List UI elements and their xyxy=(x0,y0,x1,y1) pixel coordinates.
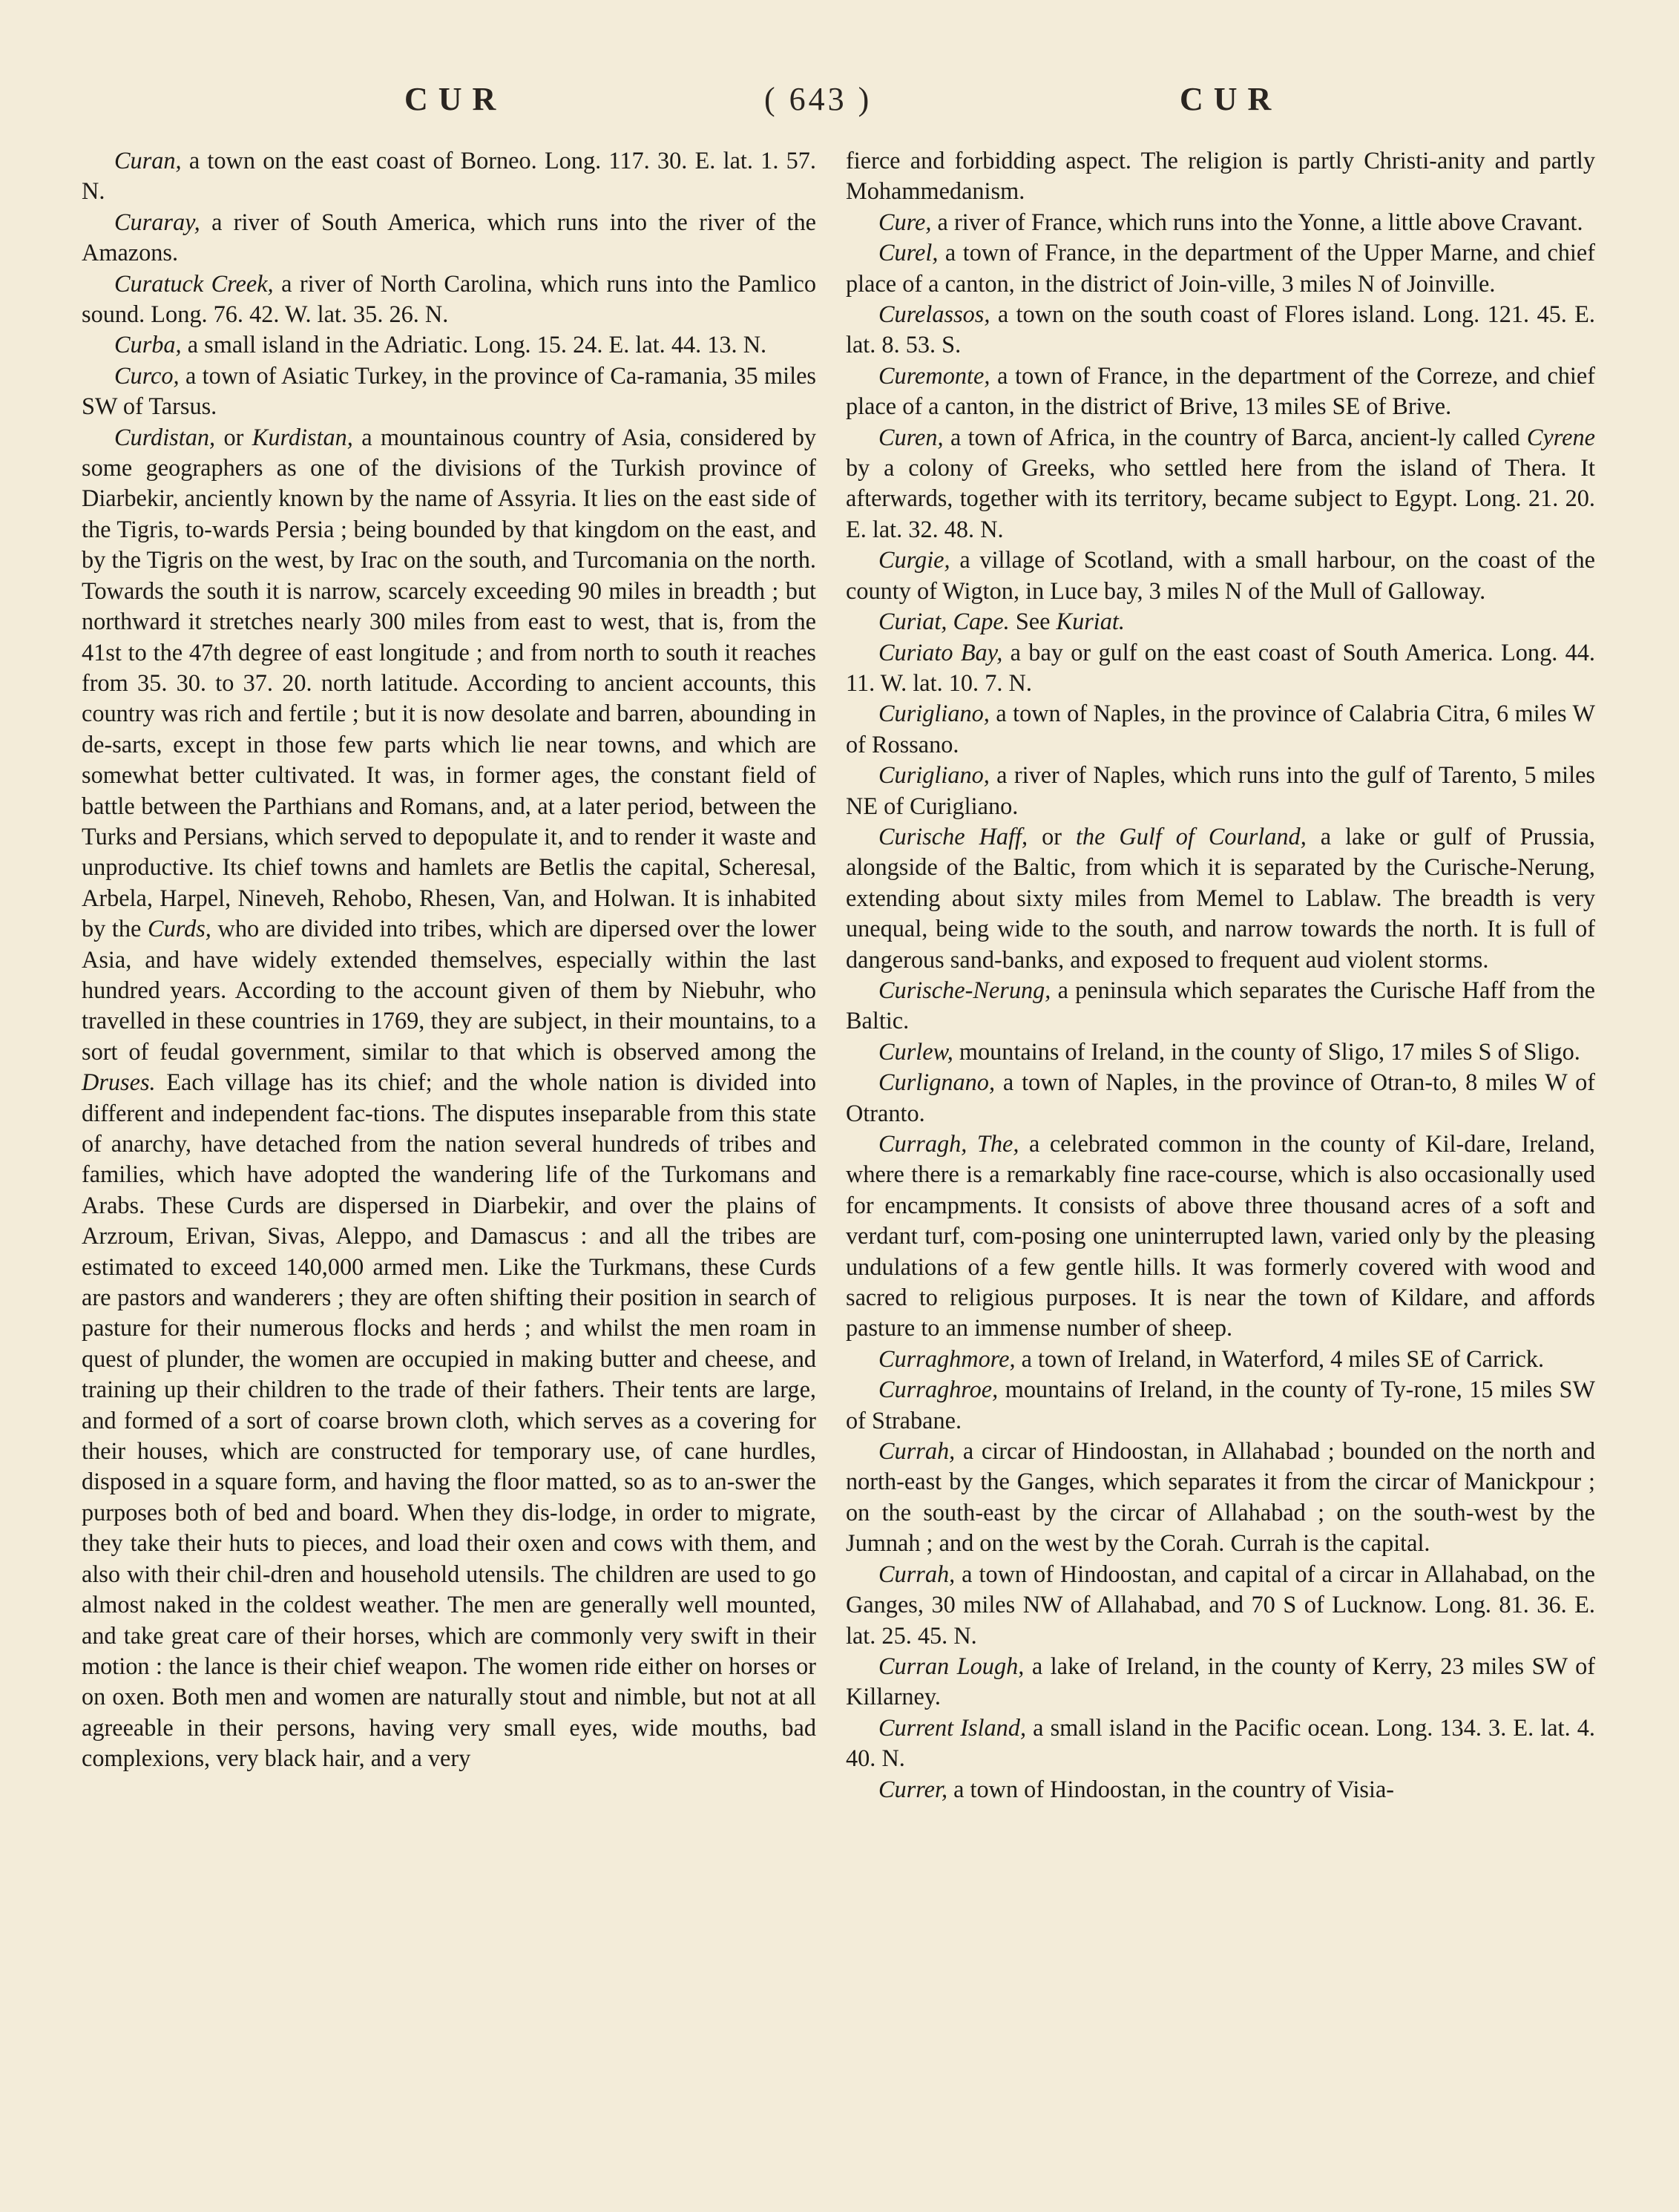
entry-headword: Curatuck Creek, xyxy=(114,269,274,297)
entry-text: a town of Hindoostan, in the country of Visia- xyxy=(947,1775,1395,1802)
entry-text: or xyxy=(215,423,252,450)
entry-text: mountains of Ireland, in the county of Ty-rone, 15 miles SW of Strabane. xyxy=(846,1376,1595,1434)
entry-text: a town of France, in the department of the Upper Marne, and chief place of a canton, in the district of Join-ville, 3 miles N of Joinville. xyxy=(846,239,1595,297)
entry-headword: Current Island, xyxy=(878,1713,1027,1741)
gazetteer-entry xyxy=(846,698,1595,760)
gazetteer-entry xyxy=(846,1559,1595,1651)
entry-text: a town of Naples, in the province of Otran-to, 8 miles W of Otranto. xyxy=(846,1069,1595,1126)
gazetteer-entry xyxy=(846,1774,1595,1805)
entry-text: a bay or gulf on the east coast of South America. Long. 44. 11. W. lat. 10. 7. N. xyxy=(846,638,1595,696)
entry-headword: Kurdistan, xyxy=(252,423,353,450)
entry-text: a river of North Carolina, which runs into the Pamlico sound. Long. 76. 42. W. lat. 35. 26. N. xyxy=(82,269,816,328)
entry-headword: Currer, xyxy=(878,1775,948,1802)
entry-text: See xyxy=(1009,608,1057,635)
entry-text: a circar of Hindoostan, in Allahabad ; bounded on the north and north-east by the Ganges, which separates it from the circar of Manickpour ; on the south-east by the circar of Allahabad ; on the south-west by the Jumnah ; and on the west by the Corah. Currah is the capital. xyxy=(846,1437,1595,1557)
gazetteer-entry xyxy=(846,975,1595,1037)
entry-text: a lake of Ireland, in the county of Kerry, 23 miles SW of Killarney. xyxy=(846,1652,1595,1710)
header-right-catchword: CUR xyxy=(1180,81,1282,117)
entry-text: a town of Hindoostan, and capital of a circar in Allahabad, on the Ganges, 30 miles NW of Allahabad, and 70 S of Lucknow. Long. 81. 36. E. lat. 25. 45. N. xyxy=(846,1560,1595,1649)
gazetteer-entry xyxy=(846,821,1595,975)
entry-headword: Curelassos, xyxy=(878,301,990,328)
entry-text: a town on the east coast of Borneo. Long. 117. 30. E. lat. 1. 57. N. xyxy=(82,147,816,205)
gazetteer-entry xyxy=(846,1651,1595,1713)
gazetteer-entry xyxy=(846,361,1595,422)
entry-text: a peninsula which separates the Curische Haff from the Baltic. xyxy=(846,976,1595,1034)
entry-text: a town of Africa, in the country of Barca, ancient-ly called xyxy=(943,423,1527,450)
entry-text: a town of Naples, in the province of Calabria Citra, 6 miles W of Rossano. xyxy=(846,700,1595,758)
italic-term: Kuriat. xyxy=(1056,608,1125,635)
gazetteer-entry xyxy=(846,1713,1595,1774)
gazetteer-entry xyxy=(82,145,816,207)
gazetteer-entry xyxy=(846,637,1595,699)
right-column xyxy=(846,145,1595,1805)
entry-text: a small island in the Pacific ocean. Long. 134. 3. E. lat. 4. 40. N. xyxy=(846,1713,1595,1772)
entry-text: a town of Ireland, in Waterford, 4 miles SE of Carrick. xyxy=(1015,1345,1545,1372)
entry-text: fierce and forbidding aspect. The religion is partly Christi-anity and partly Mohammedanism. xyxy=(846,147,1595,205)
entry-headword: Curraghroe, xyxy=(878,1376,999,1403)
entry-text: mountains of Ireland, in the county of Sligo, 17 miles S of Sligo. xyxy=(953,1037,1580,1065)
left-column xyxy=(82,145,816,1774)
entry-text: a river of Naples, which runs into the gulf of Tarento, 5 miles NE of Curigliano. xyxy=(846,761,1595,819)
entry-text: a mountainous country of Asia, considered by some geographers as one of the divisions of the Turkish province of Diarbekir, anciently known by the name of Assyria. It lies on the east side of the Tigris, to-wards Persia ; being bounded by that kingdom on the east, and by the Tigris on the west, by Irac on the south, and Turcomania on the north. Towards the south it is narrow, scarcely exceeding 90 miles in breadth ; but northward it stretches nearly 300 miles from east to west, that is, from the 41st to the 47th degree of east longitude ; and from north to south it reaches from 35. 30. to 37. 20. north latitude. According to ancient accounts, this country was rich and fertile ; but it is now desolate and barren, abounding in de-sarts, except in those few parts which lie near towns, and which are somewhat better cultivated. It was, in former ages, the constant field of battle between the Parthians and Romans, and, at a later period, between the Turks and Persians, which served to depopulate it, and to render it waste and unproductive. Its chief towns and hamlets are Betlis the capital, Scheresal, Arbela, Harpel, Nineveh, Rehobo, Rhesen, Van, and Holwan. It is inhabited by the xyxy=(82,423,816,942)
entry-headword: Curco, xyxy=(114,361,180,389)
entry-text: or xyxy=(1028,822,1076,850)
gazetteer-entry xyxy=(846,606,1595,637)
entry-headword: Curemonte, xyxy=(878,361,990,389)
header-left-catchword: CUR xyxy=(404,81,507,117)
gazetteer-entry xyxy=(846,1344,1595,1374)
gazetteer-entry xyxy=(846,1129,1595,1344)
entry-headword: Curlew, xyxy=(878,1037,953,1065)
entry-text: a river of France, which runs into the Yonne, a little above Cravant. xyxy=(931,208,1583,235)
entry-headword: Curraghmore, xyxy=(878,1345,1016,1372)
entry-headword: Curgie, xyxy=(878,546,950,574)
entry-headword: Curigliano, xyxy=(878,700,990,727)
gazetteer-entry xyxy=(846,545,1595,606)
gazetteer-entry xyxy=(846,760,1595,821)
entry-text: who are divided into tribes, which are dipersed over the lower Asia, and have widely extended themselves, especially within the last hundred years. According to the account given of them by Niebuhr, who travelled in these countries in 1769, they are subject, in their mountains, to a sort of feudal government, similar to that which is observed among the xyxy=(82,915,817,1065)
entry-headword: Curel, xyxy=(878,239,939,266)
entry-headword: Curigliano, xyxy=(878,761,990,789)
entry-text: a village of Scotland, with a small harbour, on the coast of the county of Wigton, in Luce bay, 3 miles N of the Mull of Galloway. xyxy=(846,546,1595,604)
entry-headword: Curische Haff, xyxy=(878,822,1028,850)
gazetteer-entry xyxy=(82,329,816,360)
gazetteer-entry xyxy=(846,422,1595,545)
gazetteer-entry xyxy=(846,1067,1595,1129)
entry-text: a celebrated common in the county of Kil-dare, Ireland, where there is a remarkably fine race-course, which is also occasionally used for encampments. It consists of above three thousand acres of a soft and verdant turf, com-posing one uninterrupted lawn, varied only by the pleasing undulations of a few gentle hills. It was formerly covered with wood and sacred to religious purposes. It is near the town of Kildare, and affords pasture to an immense number of sheep. xyxy=(846,1130,1595,1342)
gazetteer-entry xyxy=(82,361,816,422)
entry-headword: Curba, xyxy=(114,331,182,358)
entry-text: a small island in the Adriatic. Long. 15. 24. E. lat. 44. 13. N. xyxy=(181,331,767,358)
entry-headword: the Gulf of Courland, xyxy=(1075,822,1307,850)
entry-text: a river of South America, which runs into the river of the Amazons. xyxy=(82,208,816,266)
gazetteer-entry xyxy=(846,237,1595,299)
entry-text: by a colony of Greeks, who settled here from the island of Thera. It afterwards, together with its territory, became subject to Egypt. Long. 21. 20. E. lat. 32. 48. N. xyxy=(846,454,1595,542)
entry-text: a town on the south coast of Flores island. Long. 121. 45. E. lat. 8. 53. S. xyxy=(846,301,1595,358)
entry-headword: Curen, xyxy=(878,423,944,450)
entry-headword: Curan, xyxy=(114,147,182,174)
entry-headword: Curaray, xyxy=(114,208,200,235)
running-header xyxy=(0,80,1679,125)
entry-headword: Currah, xyxy=(878,1437,956,1465)
entry-headword: Curiat, Cape. xyxy=(878,608,1010,635)
entry-text: a lake or gulf of Prussia, alongside of the Baltic, from which it is separated by the Curische-Nerung, extending about sixty miles from Memel to Lablaw. The breadth is very unequal, being wide to the south, and narrow towards the north. It is full of dangerous sand-banks, and exposed to frequent aud violent storms. xyxy=(846,822,1595,973)
entry-headword: Curlignano, xyxy=(878,1069,996,1096)
entry-text: a town of France, in the department of the Correze, and chief place of a canton, in the district of Brive, 13 miles SE of Brive. xyxy=(846,361,1595,420)
gazetteer-entry xyxy=(82,422,816,1774)
gazetteer-entry xyxy=(846,1037,1595,1067)
entry-headword: Curran Lough, xyxy=(878,1652,1025,1679)
italic-term: Cyrene xyxy=(1526,423,1595,450)
entry-headword: Curragh, The, xyxy=(878,1130,1019,1157)
page-number: ( 643 ) xyxy=(764,81,873,117)
entry-text: a town of Asiatic Turkey, in the province of Ca-ramania, 35 miles SW of Tarsus. xyxy=(82,361,816,420)
gazetteer-entry xyxy=(82,207,816,269)
entry-headword: Curiato Bay, xyxy=(878,638,1003,666)
entry-text: Each village has its chief; and the whole nation is divided into different and independent fac-tions. The disputes inseparable from this state of anarchy, have detached from the nation several hundreds of tribes and families, which have adopted the wandering life of the Turkomans and Arabs. These Curds are dispersed in Diarbekir, and over the plains of Arzroum, Erivan, Sivas, Aleppo, and Damascus : and all the tribes are estimated to exceed 140,000 armed men. Like the Turkmans, these Curds are pastors and wanderers ; they are often shifting their position in search of pasture for their numerous flocks and herds ; and whilst the men roam in quest of plunder, the women are occupied in making butter and cheese, and training up their children to the trade of their fathers. Their tents are large, and formed of a sort of coarse brown cloth, which serves as a covering for their houses, which are constructed for temporary use, of cane hurdles, disposed in a square form, and having the floor matted, so as to an-swer the purposes both of bed and board. When they dis-lodge, in order to migrate, they take their huts to pieces, and load their oxen and cows with them, and also with their chil-dren and household utensils. The children are used to go almost naked in the coldest weather. The men are generally well mounted, and take great care of their horses, which are commonly very swift in their motion : the lance is their chief weapon. The women ride either on horses or on oxen. Both men and women are naturally stout and nimble, but not at all agreeable in their persons, having very small eyes, wide mouths, bad complexions, very black hair, and a very xyxy=(82,1069,816,1772)
entry-headword: Curische-Nerung, xyxy=(878,976,1051,1003)
entry-headword: Curdistan, xyxy=(114,423,216,450)
gazetteer-entry xyxy=(846,299,1595,361)
gazetteer-entry xyxy=(82,269,816,330)
italic-term: Curds, xyxy=(148,915,211,942)
gazetteer-entry xyxy=(846,1374,1595,1436)
entry-continuation xyxy=(846,145,1595,207)
gazetteer-entry xyxy=(846,1436,1595,1559)
entry-headword: Currah, xyxy=(878,1560,956,1587)
entry-headword: Cure, xyxy=(878,208,932,235)
gazetteer-entry xyxy=(846,207,1595,237)
italic-term: Druses. xyxy=(82,1069,156,1096)
